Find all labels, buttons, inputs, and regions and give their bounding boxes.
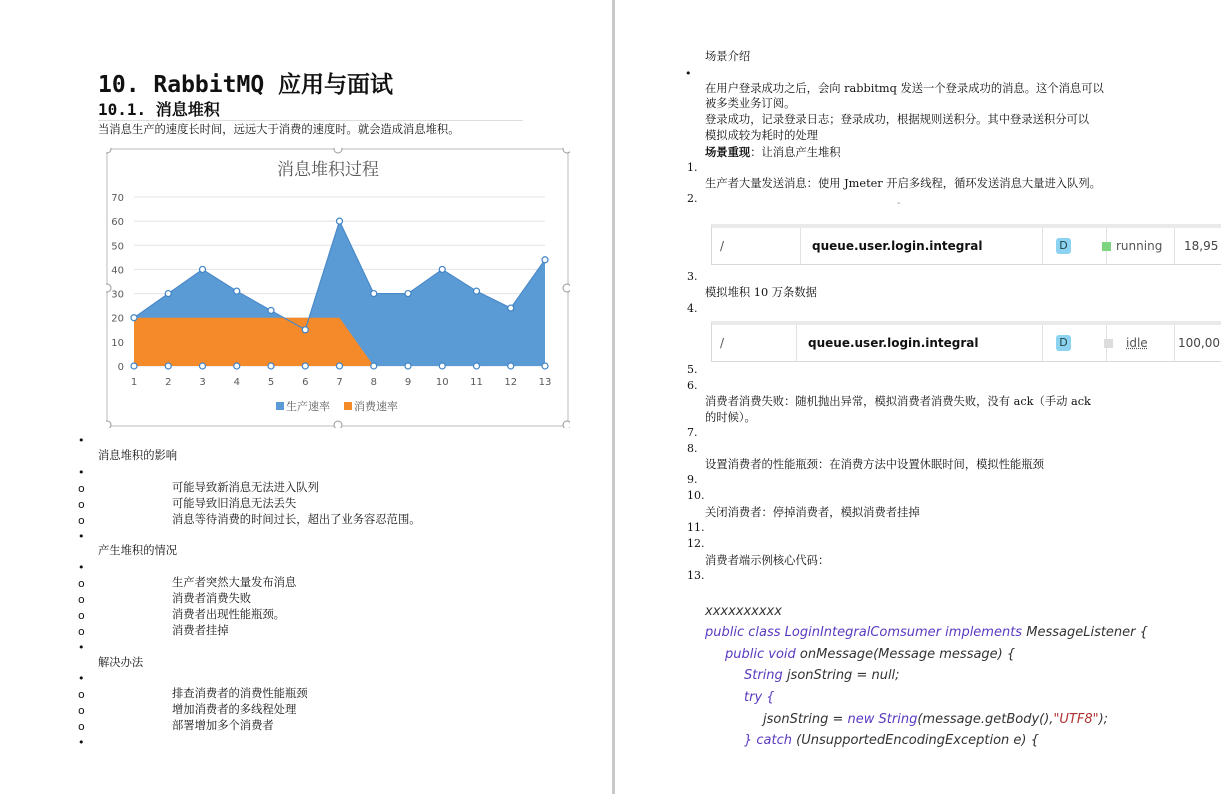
queue-state (1102, 325, 1175, 361)
list-number: 3. (687, 270, 698, 283)
repro-line (705, 144, 841, 161)
bullet-dot: • (78, 672, 85, 685)
legend-label: 生产速率 (286, 400, 330, 413)
queue-vhost: / (720, 325, 797, 361)
step-producer: 生产者大量发送消息：使用 Jmeter 开启多线程，循环发送消息大量进入队列。 (705, 177, 1101, 190)
data-point (200, 363, 206, 369)
data-point (131, 315, 137, 321)
code-line: jsonString = new String(message.getBody(),"UTF8"); (763, 712, 1109, 727)
scene-heading: 场景介绍 (705, 50, 751, 63)
cause-item: 消费者出现性能瓶颈。 (172, 608, 285, 621)
data-point (405, 291, 411, 297)
x-tick-label: 6 (302, 377, 309, 388)
data-point (302, 363, 308, 369)
bullet-dot: • (78, 466, 85, 479)
resize-handle (563, 421, 570, 428)
resize-handle (334, 421, 342, 428)
bullet-circle: o (78, 498, 85, 511)
data-point (131, 363, 137, 369)
resize-handle (334, 148, 342, 153)
list-number: 7. (687, 426, 698, 439)
resize-handle (563, 148, 570, 153)
data-point (542, 363, 548, 369)
x-tick-label: 10 (435, 377, 449, 388)
list-number: 4. (687, 302, 698, 315)
queue-features (1046, 228, 1107, 264)
data-point (371, 363, 377, 369)
data-point (337, 363, 343, 369)
subsection-heading: 10.1. 消息堆积 (98, 100, 220, 119)
consumer-fail: 消费者消费失败：随机抛出异常，模拟消费者消费失败，没有 ack（手动 ack (705, 395, 1091, 408)
durable-badge: D (1056, 238, 1071, 254)
queue-row[interactable] (711, 321, 1221, 362)
data-point (234, 363, 240, 369)
list-number: 8. (687, 442, 698, 455)
data-point (268, 307, 274, 313)
scene-desc: 登录成功，记录登录日志；登录成功，根据规则送积分。其中登录送积分可以 (705, 113, 1090, 126)
bullet-circle: o (78, 514, 85, 527)
queue-name[interactable]: queue.user.login.integral (802, 228, 1043, 264)
x-tick-label: 13 (538, 377, 552, 388)
code-line: public void onMessage(Message message) { (725, 647, 1016, 662)
queue-vhost: / (720, 228, 801, 264)
queue-state (1102, 228, 1175, 264)
data-point (474, 288, 480, 294)
x-tick-label: 5 (267, 377, 275, 388)
bullet-dot: • (78, 561, 85, 574)
bullet-dot: • (78, 434, 85, 447)
x-tick-label: 3 (199, 377, 206, 388)
bullet-circle: o (78, 625, 85, 638)
queue-state-text: idle (1126, 336, 1148, 350)
x-tick-label: 8 (370, 377, 377, 388)
consumer-stop: 关闭消费者：停掉消费者，模拟消费者挂掉 (705, 506, 920, 519)
queue-features (1046, 325, 1107, 361)
bullet-circle: o (78, 720, 85, 733)
y-tick-label: 60 (111, 217, 124, 229)
data-point (268, 363, 274, 369)
repro-text: ：让消息产生堆积 (750, 146, 841, 159)
dot-mark: - (897, 198, 901, 209)
y-tick-label: 20 (111, 313, 124, 325)
impact-item: 可能导致新消息无法进入队列 (172, 481, 319, 494)
y-tick-label: 70 (111, 193, 124, 204)
queue-state-text: running (1116, 239, 1163, 253)
solution-item: 排查消费者的消费性能瓶颈 (172, 687, 308, 700)
list-number: 11. (687, 521, 705, 534)
cause-heading: 产生堆积的情况 (98, 544, 178, 557)
impact-item: 可能导致旧消息无法丢失 (172, 497, 297, 510)
bullet-circle: o (78, 704, 85, 717)
bullet-dot: • (78, 641, 85, 654)
area-chart (106, 148, 570, 428)
x-tick-label: 7 (336, 377, 343, 388)
resize-handle (106, 284, 111, 292)
consumer-perf: 设置消费者的性能瓶颈：在消费方法中设置休眠时间，模拟性能瓶颈 (705, 458, 1044, 471)
resize-handle (563, 284, 570, 292)
section-heading: 10. RabbitMQ 应用与面试 (98, 72, 394, 98)
y-tick-label: 50 (111, 241, 124, 253)
scene-desc: 在用户登录成功之后，会向 rabbitmq 发送一个登录成功的消息。这个消息可以 (705, 82, 1104, 95)
bullet-circle: o (78, 482, 85, 495)
list-number: 12. (687, 537, 705, 550)
legend-label: 消费速率 (354, 400, 398, 413)
x-tick-label: 4 (233, 377, 240, 388)
list-number: 1. (687, 161, 698, 174)
data-point (542, 257, 548, 263)
bullet-circle: o (78, 577, 85, 590)
consumer-code-label: 消费者端示例核心代码： (705, 554, 830, 567)
scene-desc: 模拟成较为耗时的处理 (705, 129, 818, 142)
list-number: 6. (687, 379, 698, 392)
list-number: 13. (687, 569, 705, 582)
data-point (508, 305, 514, 311)
queue-row[interactable] (711, 224, 1221, 265)
data-point (371, 291, 377, 297)
data-point (405, 363, 411, 369)
document-page-right (615, 0, 1221, 794)
data-point (234, 288, 240, 294)
intro-paragraph: 当消息生产的速度长时间，远远大于消费的速度时。就会造成消息堆积。 (98, 123, 460, 136)
data-point (439, 266, 445, 272)
bullet-dot: • (685, 67, 692, 80)
bullet-circle: o (78, 609, 85, 622)
solution-item: 增加消费者的多线程处理 (172, 703, 297, 716)
list-number: 10. (687, 489, 705, 502)
x-tick-label: 1 (130, 377, 138, 388)
data-point (165, 291, 171, 297)
queue-name[interactable]: queue.user.login.integral (798, 325, 1043, 361)
bullet-dot: • (78, 530, 85, 543)
x-tick-label: 12 (504, 377, 518, 388)
code-line: public class LoginIntegralComsumer implements MessageListener { (705, 625, 1148, 640)
x-tick-label: 9 (404, 377, 412, 388)
cause-item: 消费者挂掉 (172, 624, 229, 637)
durable-badge: D (1056, 335, 1071, 351)
chart-container (106, 148, 570, 428)
solution-item: 部署增加多个消费者 (172, 719, 274, 732)
state-indicator-icon (1102, 242, 1111, 251)
y-tick-label: 40 (111, 265, 124, 277)
x-tick-label: 11 (470, 377, 483, 388)
solution-heading: 解决办法 (98, 656, 144, 669)
bullet-dot: • (78, 736, 85, 749)
impact-heading: 消息堆积的影响 (98, 449, 178, 462)
data-point (302, 327, 308, 333)
code-line: } catch (UnsupportedEncodingException e) { (744, 733, 1039, 748)
state-indicator-icon (1104, 339, 1113, 348)
code-line: xxxxxxxxxx (705, 604, 782, 619)
y-tick-label: 10 (111, 337, 124, 349)
simulate-text: 模拟堆积 10 万条数据 (705, 286, 817, 299)
resize-handle (106, 421, 111, 428)
x-tick-label: 2 (165, 377, 172, 388)
data-point (439, 363, 445, 369)
y-tick-label: 30 (111, 289, 124, 301)
y-tick-label: 0 (117, 362, 124, 373)
impact-item: 消息等待消费的时间过长，超出了业务容忍范围。 (172, 513, 421, 526)
list-number: 2. (687, 192, 698, 205)
data-point (165, 363, 171, 369)
divider (98, 120, 523, 121)
chart-title: 消息堆积过程 (277, 160, 379, 180)
legend-swatch (276, 402, 284, 410)
bullet-circle: o (78, 688, 85, 701)
list-number: 5. (687, 363, 698, 376)
queue-message-count: 18,95 (1184, 239, 1219, 253)
data-point (200, 266, 206, 272)
data-point (508, 363, 514, 369)
cause-item: 生产者突然大量发布消息 (172, 576, 297, 589)
data-point (474, 363, 480, 369)
code-line: try { (744, 690, 775, 705)
cause-item: 消费者消费失败 (172, 592, 252, 605)
bullet-circle: o (78, 593, 85, 606)
repro-label: 场景重现 (705, 145, 751, 159)
list-number: 9. (687, 473, 698, 486)
queue-message-count: 100,00 (1178, 336, 1220, 350)
scene-desc: 被多类业务订阅。 (705, 97, 796, 110)
code-line: String jsonString = null; (744, 668, 900, 683)
data-point (337, 218, 343, 224)
legend-swatch (344, 402, 352, 410)
consumer-fail: 的时候）。 (705, 411, 756, 424)
